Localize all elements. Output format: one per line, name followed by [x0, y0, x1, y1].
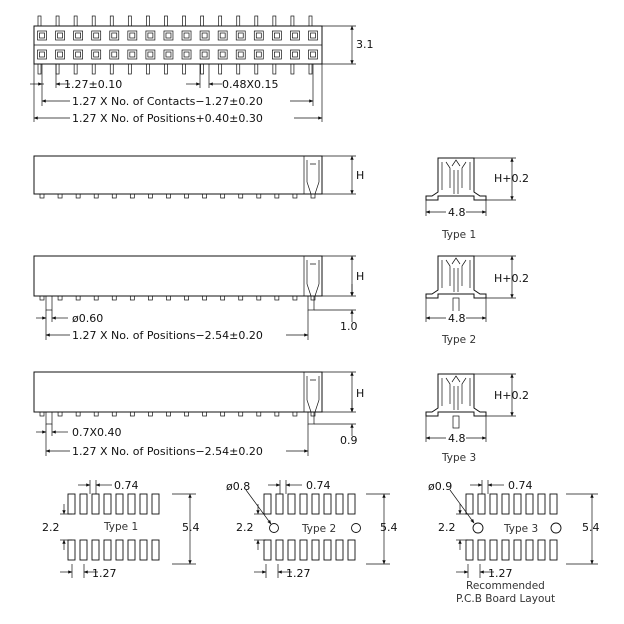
end1-type-label: Type 1 — [442, 229, 477, 241]
pcb2-hole-right — [352, 524, 361, 533]
side-pin-stub — [112, 194, 116, 198]
side-pin-stub — [293, 194, 297, 198]
side-pin-stub — [275, 194, 279, 198]
side-pin-stub — [239, 412, 243, 416]
side-pin-stub — [275, 412, 279, 416]
bottom-pin-tip — [56, 64, 59, 74]
side-view-1 — [34, 156, 364, 198]
side-pin-stub — [275, 296, 279, 300]
pcb-pad — [490, 540, 497, 560]
pcb2-hole-left — [270, 524, 279, 533]
top-pin-tip — [38, 16, 41, 26]
pcb-pad — [288, 494, 295, 514]
side-pin-stub — [311, 296, 315, 300]
pcb3-hole-dim: ø0.9 — [428, 480, 453, 493]
pcb-pad — [68, 540, 75, 560]
pcb-pad — [526, 540, 533, 560]
pcb2-pitch-dim: 1.27 — [286, 567, 311, 580]
side-pin-stub — [221, 296, 225, 300]
pcb3-hole-right — [551, 523, 561, 533]
side-pin-stub — [185, 194, 189, 198]
top-view — [30, 16, 374, 125]
pcb-pad — [92, 540, 99, 560]
top-pin-tip — [237, 16, 240, 26]
pcb-pad — [68, 494, 75, 514]
top-pin-tip — [291, 16, 294, 26]
side-pin-stub — [221, 194, 225, 198]
pcb3-hole-left — [473, 523, 483, 533]
pcb3-row-gap-dim: 2.2 — [438, 521, 456, 534]
pcb-pad — [128, 540, 135, 560]
side-pin-stub — [130, 194, 134, 198]
top-pin-tip — [110, 16, 113, 26]
side-pin-stub — [58, 412, 62, 416]
end2-type-label: Type 2 — [442, 334, 477, 346]
side-pin-stub — [311, 194, 315, 198]
top-pin-tip — [273, 16, 276, 26]
top-pin-tip — [164, 16, 167, 26]
pcb-pad — [92, 494, 99, 514]
pcb-pad — [550, 540, 557, 560]
side-pin-stub — [293, 296, 297, 300]
bottom-pin-tip — [146, 64, 149, 74]
side2-h-dim: H — [356, 270, 365, 283]
pcb-pad — [116, 540, 123, 560]
pcb-pad — [538, 494, 545, 514]
side3-dia-dim: 0.7X0.40 — [72, 426, 122, 439]
side-pin-stubs-1 — [40, 194, 315, 198]
pcb-pad — [478, 540, 485, 560]
pcb-pad — [152, 494, 159, 514]
top-pin-tip — [309, 16, 312, 26]
pcb-pad — [312, 494, 319, 514]
bottom-pin-tip — [164, 64, 167, 74]
side3-tail-dim: 0.9 — [340, 434, 358, 447]
side-pin-stub — [94, 194, 98, 198]
top-pin-tip — [255, 16, 258, 26]
pcb-pad — [526, 494, 533, 514]
side2-length-dim: 1.27 X No. of Positions−2.54±0.20 — [72, 329, 263, 342]
side-pin-stub — [148, 194, 152, 198]
contacts-dim: 1.27 X No. of Contacts−1.27±0.20 — [72, 95, 263, 108]
end2-h-dim: H+0.2 — [494, 272, 529, 285]
pcb1-type-label: Type 1 — [104, 521, 139, 533]
pcb-pad — [104, 494, 111, 514]
side-pin-stub — [58, 194, 62, 198]
side-pin-stub — [112, 296, 116, 300]
top-pin-tip — [146, 16, 149, 26]
side-pin-stub — [166, 296, 170, 300]
end3-h-dim: H+0.2 — [494, 389, 529, 402]
pcb-pad — [514, 540, 521, 560]
pcb-pad — [490, 494, 497, 514]
bottom-pin-tip — [219, 64, 222, 74]
side-pin-stub — [185, 412, 189, 416]
pcb-pad — [140, 540, 147, 560]
side-pin-stub — [94, 412, 98, 416]
bottom-pin-tip — [110, 64, 113, 74]
pcb-layout-2 — [226, 479, 398, 580]
bottom-pin-tip — [38, 64, 41, 74]
pcb3-span-dim: 5.4 — [582, 521, 600, 534]
top-pin-tip — [74, 16, 77, 26]
side3-h-dim: H — [356, 387, 365, 400]
bottom-pin-tip — [309, 64, 312, 74]
pcb2-hole-dim: ø0.8 — [226, 480, 251, 493]
pcb1-pitch-dim: 1.27 — [92, 567, 117, 580]
side-pin-stub — [239, 296, 243, 300]
end2-width-dim: 4.8 — [448, 312, 466, 325]
pcb-pad — [288, 540, 295, 560]
pcb-pad — [312, 540, 319, 560]
side-pin-stub — [40, 194, 44, 198]
positions-dim: 1.27 X No. of Positions+0.40±0.30 — [72, 112, 263, 125]
pcb-pad — [336, 494, 343, 514]
side-pin-stub — [130, 296, 134, 300]
pcb-pad — [466, 494, 473, 514]
top-pin-tip — [128, 16, 131, 26]
side-pin-stub — [239, 194, 243, 198]
bottom-pin-tip — [291, 64, 294, 74]
end-view-1 — [426, 158, 529, 241]
end3-width-dim: 4.8 — [448, 432, 466, 445]
pitch-dim: 1.27±0.10 — [64, 78, 123, 91]
end1-width-dim: 4.8 — [448, 206, 466, 219]
pcb1-row-gap-dim: 2.2 — [42, 521, 60, 534]
pcb-pad — [80, 540, 87, 560]
pcb-pad — [502, 540, 509, 560]
side-pin-stub — [58, 296, 62, 300]
side2-dia-dim: ø0.60 — [72, 312, 104, 325]
pcb-pad — [128, 494, 135, 514]
side-pin-stub — [166, 194, 170, 198]
end-view-3 — [426, 374, 529, 464]
pcb-pad — [348, 540, 355, 560]
side-pin-stub — [40, 296, 44, 300]
pcb-pad — [152, 540, 159, 560]
pcb-pad — [466, 540, 473, 560]
pcb-pad — [264, 494, 271, 514]
pcb-pad — [324, 494, 331, 514]
top-pin-tip — [183, 16, 186, 26]
side-pin-stub — [203, 412, 207, 416]
top-pin-tip — [201, 16, 204, 26]
pcb1-pad-width-dim: 0.74 — [114, 479, 139, 492]
side-pin-stub — [112, 412, 116, 416]
end1-h-dim: H+0.2 — [494, 172, 529, 185]
bottom-pin-tip — [183, 64, 186, 74]
side-pin-stub — [257, 194, 261, 198]
pcb2-span-dim: 5.4 — [380, 521, 398, 534]
pcb3-pitch-dim: 1.27 — [488, 567, 513, 580]
top-pin-tip — [92, 16, 95, 26]
pcb-pad — [348, 494, 355, 514]
pcb-pad — [80, 494, 87, 514]
side-pin-stubs-3 — [40, 412, 315, 416]
side3-length-dim: 1.27 X No. of Positions−2.54±0.20 — [72, 445, 263, 458]
footer-line-2: P.C.B Board Layout — [456, 593, 556, 605]
side-pin-stub — [148, 296, 152, 300]
footer-line-1: Recommended — [466, 580, 545, 592]
side-pin-stub — [185, 296, 189, 300]
side-pin-stub — [40, 412, 44, 416]
pcb-pad — [324, 540, 331, 560]
pcb2-row-gap-dim: 2.2 — [236, 521, 254, 534]
bottom-pin-tip — [255, 64, 258, 74]
bottom-pin-tip — [128, 64, 131, 74]
pcb2-type-label: Type 2 — [302, 523, 337, 535]
pcb3-type-label: Type 3 — [504, 523, 539, 535]
bottom-pin-tip — [273, 64, 276, 74]
pcb3-pad-width-dim: 0.74 — [508, 479, 533, 492]
pcb-pad — [300, 494, 307, 514]
pcb-pad — [538, 540, 545, 560]
pcb2-pad-width-dim: 0.74 — [306, 479, 331, 492]
pcb-pad — [300, 540, 307, 560]
side-view-3 — [34, 372, 364, 458]
side-pin-stub — [148, 412, 152, 416]
top-height-dim: 3.1 — [356, 38, 374, 51]
pin-size-dim: 0.48X0.15 — [222, 78, 279, 91]
pcb-pad — [276, 540, 283, 560]
bottom-pin-tip — [201, 64, 204, 74]
pcb-pad — [478, 494, 485, 514]
pcb-pad — [116, 494, 123, 514]
side-pin-stub — [76, 412, 80, 416]
side-pin-stub — [203, 296, 207, 300]
side-pin-stub — [76, 296, 80, 300]
side-pin-stub — [293, 412, 297, 416]
pcb-pad — [550, 494, 557, 514]
top-pin-tip — [56, 16, 59, 26]
pcb1-span-dim: 5.4 — [182, 521, 200, 534]
bottom-pin-tip — [92, 64, 95, 74]
side-pin-stub — [257, 296, 261, 300]
pcb-pad — [502, 494, 509, 514]
side-pin-stub — [257, 412, 261, 416]
end-view-2 — [426, 256, 529, 346]
side2-tail-dim: 1.0 — [340, 320, 358, 333]
pcb-layout-3 — [428, 479, 600, 580]
side-pin-stub — [166, 412, 170, 416]
side-pin-stubs-2 — [40, 296, 315, 300]
top-pin-tip — [219, 16, 222, 26]
pcb-pad — [140, 494, 147, 514]
pcb-layout-1 — [42, 479, 200, 580]
side-pin-stub — [94, 296, 98, 300]
side-pin-stub — [76, 194, 80, 198]
pcb-pad — [514, 494, 521, 514]
end3-type-label: Type 3 — [442, 452, 477, 464]
side-pin-stub — [311, 412, 315, 416]
bottom-pin-tip — [237, 64, 240, 74]
side1-h-dim: H — [356, 169, 365, 182]
side-pin-stub — [130, 412, 134, 416]
pcb-pad — [276, 494, 283, 514]
pcb-pad — [336, 540, 343, 560]
pcb-pad — [264, 540, 271, 560]
bottom-pin-tip — [74, 64, 77, 74]
pcb-pad — [104, 540, 111, 560]
side-view-2 — [34, 256, 364, 342]
side-pin-stub — [221, 412, 225, 416]
side-pin-stub — [203, 194, 207, 198]
